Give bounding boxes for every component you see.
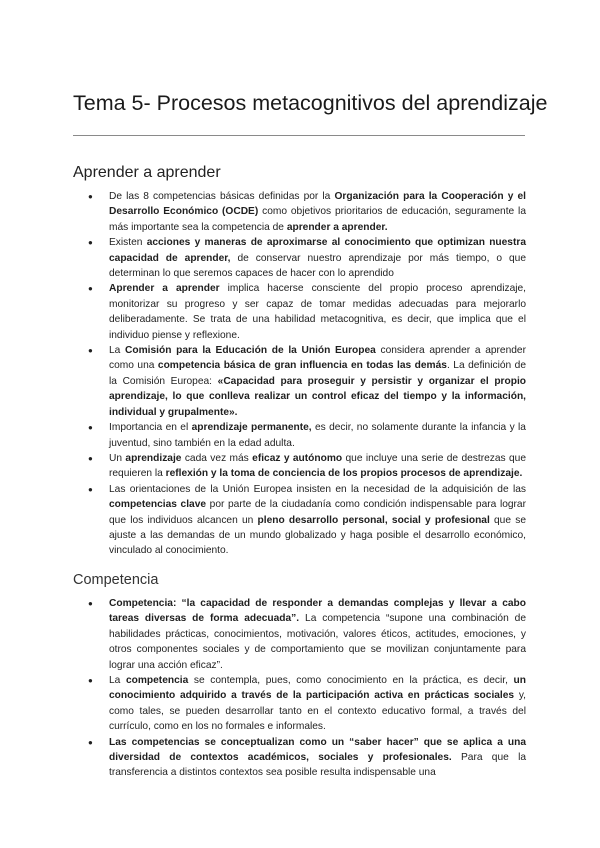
- text: y, como tales, se pueden desarrollar tanto en el contexto educativo formal, a través del currículo, como en los no formales e informales.: [109, 690, 527, 733]
- list-item: [73, 343, 526, 420]
- text: Existen: [109, 237, 147, 249]
- bold-text: Competencia: “la capacidad de responder a demandas complejas y llevar a cabo tareas diversas de forma adecuada”.: [109, 598, 526, 625]
- text: La competencia “supone una combinación de habilidades prácticas, conocimientos, motivación, valores éticos, actitudes, emociones, y otros componentes sociales y de comportamiento que se movilizan conjuntamente para lograr una acción eficaz”.: [109, 613, 527, 671]
- list-item: [73, 673, 526, 735]
- bullet-icon: ●: [88, 453, 93, 463]
- title-divider: [73, 135, 525, 136]
- bullet-icon: ●: [88, 599, 93, 608]
- bullet-icon: ●: [88, 484, 93, 494]
- bold-text: eficaz y autónomo: [252, 452, 343, 464]
- bold-text: aprendizaje permanente,: [191, 422, 312, 434]
- list-item: [73, 189, 526, 235]
- bold-text: Las competencias se conceptualizan como un “saber hacer” que se aplica a una diversidad de contextos académicos, sociales y profesionales.: [109, 736, 526, 764]
- list-item: [73, 281, 526, 343]
- page-title: Tema 5- Procesos metacognitivos del aprendizaje: [73, 91, 548, 115]
- text: que incluye una serie de destrezas que requieren la: [109, 452, 527, 480]
- list-item: [73, 596, 526, 673]
- text: por parte de la ciudadanía como condición indispensable para lograr que los individuos alcancen un: [109, 499, 526, 526]
- text: es decir, no solamente durante la infancia y la juventud, sino también en la edad adulta.: [109, 422, 526, 449]
- bullet-icon: ●: [88, 192, 93, 201]
- bold-text: aprendizaje: [125, 452, 182, 464]
- bold-text: competencia básica de gran influencia en todas las demás: [157, 360, 447, 372]
- bullet-icon: ●: [88, 737, 93, 747]
- list-item: [73, 451, 526, 482]
- text: implica hacerse consciente del propio proceso aprendizaje, monitorizar su progreso y ser capaz de tomar medidas adecuadas para mejorarlo deliberadamente. Se trata de una habilidad metacognitiva, es decir, que implica que el individuo piense y reflexione.: [109, 283, 526, 341]
- bullet-icon: ●: [88, 284, 93, 294]
- bold-text: competencia: [125, 675, 189, 687]
- bold-text: Organización para la Cooperación y el Desarrollo Económico (OCDE): [109, 191, 526, 218]
- text: se contempla, pues, como conocimiento en la práctica, es decir,: [188, 675, 514, 687]
- bold-text: Aprender a aprender: [109, 283, 220, 295]
- bold-text: pleno desarrollo personal, social y profesional: [257, 514, 490, 526]
- text: La: [109, 345, 126, 357]
- text: considera aprender a aprender como una: [109, 345, 526, 372]
- section-heading-competencia: Competencia: [73, 572, 159, 588]
- bullet-list-aprender: [73, 189, 526, 559]
- list-item: [73, 735, 526, 781]
- bullet-icon: ●: [88, 346, 93, 356]
- bullet-icon: ●: [88, 676, 93, 686]
- bold-text: reflexión y la toma de conciencia de los propios procesos de aprendizaje.: [165, 468, 523, 480]
- text: La: [109, 675, 126, 687]
- bullet-icon: ●: [88, 423, 93, 433]
- bold-text: acciones y maneras de aproximarse al conocimiento que optimizan nuestra capacidad de aprender,: [109, 237, 526, 264]
- text: que se ajuste a las demandas de un mundo globalizado y haga posible el desarrollo económico, vinculado al conocimiento.: [109, 514, 526, 557]
- bold-text: competencias clave: [109, 499, 207, 511]
- bold-text: Comisión para la Educación de la Unión Europea: [125, 345, 376, 357]
- text: . La definición de la Comisión Europea:: [109, 360, 526, 387]
- bold-text: «Capacidad para proseguir y persistir y organizar el propio aprendizaje, lo que conlleva realizar un control eficaz del tiempo y la información, individual y grupalmente».: [109, 375, 527, 418]
- bold-text: un conocimiento adquirido a través de la participación activa en prácticas sociales: [109, 675, 526, 702]
- bullet-icon: ●: [88, 238, 93, 248]
- list-item: [73, 235, 526, 281]
- bold-text: aprender a aprender.: [286, 221, 388, 233]
- text: de conservar nuestro aprendizaje por más tiempo, o que determinan lo que seremos capaces de hacer con lo aprendido: [109, 252, 527, 280]
- text: cada vez más: [181, 452, 253, 464]
- text: Importancia en el: [109, 422, 192, 434]
- section-heading-aprender: Aprender a aprender: [73, 164, 221, 181]
- bullet-list-competencia: [73, 596, 526, 781]
- text: como objetivos prioritarios de educación, seguramente la más importante sea la competencia de: [109, 206, 526, 233]
- list-item: [73, 482, 526, 559]
- text: Para que la transferencia a distintos contextos sea posible resulta indispensable una: [109, 752, 527, 779]
- text: De las 8 competencias básicas definidas por la: [109, 191, 335, 202]
- list-item: [73, 420, 526, 451]
- text: Un: [109, 452, 126, 464]
- text: Las orientaciones de la Unión Europea insisten en la necesidad de la adquisición de las: [109, 483, 526, 495]
